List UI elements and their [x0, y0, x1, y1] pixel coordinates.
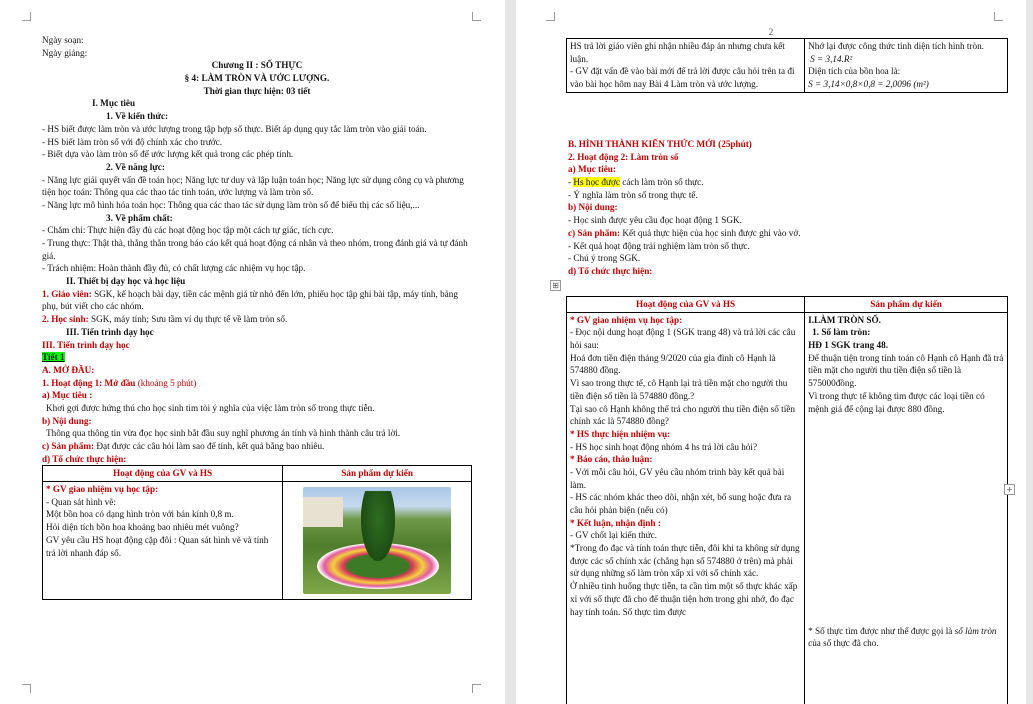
formula-note: Nhớ lại được công thức tính diện tích hình tròn. [808, 41, 984, 51]
activity-ref: HĐ 1 SGK trang 48. [808, 340, 889, 351]
product-line [42, 440, 472, 453]
organize-label: d) Tổ chức thực hiện: [42, 453, 127, 464]
quality-2: - Trung thực: Thật thà, thẳng thắn trong báo cáo kết quả hoạt động cá nhân và theo nhóm, trong đánh giá và tự đánh giá. [42, 238, 468, 261]
continued-line: HS trả lời giáo viên ghi nhận nhiều đáp án nhưng chưa kết luận. [570, 41, 785, 64]
table-cell-activity [43, 482, 283, 600]
objective-text: Khơi gợi được hứng thú cho học sinh tìm tòi ý nghĩa của việc làm tròn số trong thực tiễn. [46, 402, 375, 413]
step-line: Tại sao cô Hạnh không thể trả cho người thu tiền điện số tiền chính xác là 574880 đồng? [570, 403, 795, 427]
period-1: Tiết 1 [42, 352, 65, 363]
section-objectives: I. Mục tiêu [92, 98, 136, 109]
step-line: - HS các nhóm khác theo dõi, nhận xét, bổ sung hoặc đưa ra câu hỏi phản biện (nếu có) [570, 492, 792, 515]
quality-3: - Trách nhiệm: Hoàn thành đầy đủ, có chất lượng các nhiệm vụ học tập. [42, 263, 306, 274]
student-text: SGK, máy tính; Sưu tầm ví dụ thực tế về làm tròn số. [88, 314, 288, 325]
section-quality: 3. Về phẩm chất: [106, 212, 173, 223]
knowledge-3: - Biết dựa vào làm tròn số để ước lượng kết quả trong các phép tính. [42, 149, 294, 160]
content-text: Thông qua thông tin vừa đọc học sinh bắt đầu suy nghĩ phương án tính và hình thành câu trả lời. [46, 428, 401, 439]
continued-product-cell [805, 39, 1008, 93]
date-prepared: Ngày soạn: [42, 35, 84, 45]
table-move-handle[interactable]: ⊞ [550, 280, 561, 291]
content-2-line: - Học sinh được yêu cầu đọc hoạt động 1 SGK. [568, 215, 742, 226]
flower-bed-photo [303, 487, 451, 594]
part-a: A. MỞ ĐẦU: [42, 364, 95, 375]
content-label: b) Nội dung: [42, 415, 92, 426]
definition-term: số làm tròn [954, 625, 997, 636]
knowledge-1: - HS biết được làm tròn và ước lượng trong tập hợp số thực. Biết áp dụng quy tắc làm tròn vào giải toán. [42, 123, 427, 134]
task-line: Một bồn hoa có dạng hình tròn với bán kính 0,8 m. [46, 509, 234, 520]
section-process-red: III. Tiến trình dạy học [42, 339, 130, 350]
step-heading: * Báo cáo, thảo luận: [570, 454, 653, 465]
step-line: Ở nhiều tình huống thực tiễn, ta cần tìm một số thực khác xấp xỉ với số thực đã cho để thuận tiện hơn trong ghi nhớ, đo đạc hay tính toán. Số thực tìm được [570, 581, 798, 617]
objective-2-line: - Ý nghĩa làm tròn số trong thực tế. [568, 189, 698, 200]
table-cell-product [283, 482, 472, 600]
activity-1 [42, 377, 472, 390]
product-text: Đạt được các câu hỏi làm sao để tính, kết quả bằng bao nhiêu. [94, 441, 325, 451]
product-2-line: - Kết quả hoạt động trải nghiệm làm tròn số thực. [568, 240, 750, 251]
rounded-number-heading: 1. Số làm tròn: [812, 327, 871, 338]
definition-pre: * Số thực tìm được như thế được gọi là [808, 625, 955, 636]
table-header-activity: Hoạt động của GV và HS [567, 297, 805, 313]
document-page-1 [0, 0, 505, 704]
knowledge-2: - HS biết làm tròn số với độ chính xác cho trước. [42, 136, 223, 147]
activity-steps [570, 314, 801, 619]
page-2-body[interactable] [568, 138, 1008, 278]
lesson-title: § 4: LÀM TRÒN VÀ ƯỚC LƯỢNG. [184, 73, 330, 84]
activity-1-table [42, 465, 472, 600]
continued-table [566, 38, 1008, 93]
activity-1-time: (khoảng 5 phút) [135, 377, 197, 388]
product-explanation: Để thuận tiện trong tính toán cô Hạnh cô Hạnh đã trả tiền mặt cho người thu tiền điện số tiền là 575000đồng. [808, 352, 1004, 389]
section-knowledge: 1. Về kiến thức: [106, 111, 168, 122]
rounding-heading: I.LÀM TRÒN SỐ. [808, 314, 881, 325]
step-line: - Đọc nội dung hoạt động 1 (SGK trang 48) và trả lời các câu hỏi sau: [570, 327, 796, 351]
objective-label: a) Mục tiêu : [42, 390, 93, 401]
step-line: - Với mỗi câu hỏi, GV yêu cầu nhóm trình bày kết quả bài làm. [570, 466, 785, 490]
teacher-label: 1. Giáo viên: [42, 288, 92, 299]
student-equipment [42, 313, 472, 326]
part-b: B. HÌNH THÀNH KIẾN THỨC MỚI (25phút) [568, 139, 752, 149]
date-taught: Ngày giảng: [42, 47, 88, 58]
continued-line: - GV đặt vấn đề vào bài mới để trả lời được câu hỏi trên ta đi vào bài học hôm nay Bài 4 Làm tròn và ước lượng. [570, 66, 795, 90]
step-heading: * HS thực hiện nhiệm vụ: [570, 428, 671, 439]
crop-mark [22, 12, 31, 21]
task-line: - Quan sát hình vẽ: [46, 496, 116, 507]
objective-2-line: - Hs học được cách làm tròn số thực. [568, 177, 704, 188]
table-cell-product [805, 312, 1008, 704]
section-process: III. Tiến trình dạy học [66, 326, 154, 337]
objective-label-2: a) Mục tiêu: [568, 164, 616, 175]
product-2-text: Kết quả thực hiện của học sinh được ghi vào vở. [620, 227, 801, 238]
crop-mark [472, 12, 481, 21]
photo-house [303, 497, 343, 527]
teacher-text: SGK, kế hoạch bài dạy, tiền các mệnh giá từ nhỏ đến lớn, phiếu học tập ghi bài tập, máy tính, bảng phụ, bút viết cho các nhóm. [42, 288, 458, 312]
chapter-title: Chương II : SỐ THỰC [211, 60, 303, 71]
period-label [42, 351, 472, 364]
section-equipment: II. Thiết bị dạy học và học liệu [66, 276, 186, 287]
table-header-activity: Hoạt động của GV và HS [43, 466, 283, 482]
teacher-equipment [42, 288, 472, 313]
product-label: c) Sản phẩm: [42, 441, 95, 451]
quality-1: - Chăm chỉ: Thực hiện đầy đủ các hoạt động học tập một cách tự giác, tích cực. [42, 225, 334, 236]
product-reason: Vì trong thực tế không tìm được các loại tiền có mệnh giá để cộng lại được 880 đồng. [808, 390, 985, 414]
crop-mark [472, 684, 481, 693]
task-heading: * GV giao nhiệm vụ học tập: [46, 484, 159, 495]
table-cell-activity [567, 312, 805, 704]
section-competence: 2. Về năng lực: [106, 161, 165, 172]
crop-mark [546, 12, 555, 21]
page-1-body[interactable] [42, 34, 472, 600]
step-line: - GV chốt lại kiến thức. [570, 530, 657, 541]
task-line: GV yêu cầu HS hoạt động cặp đôi : Quan sát hình vẽ và tính trả lời nhanh đáp số. [46, 534, 269, 558]
task-line: Hỏi diện tích bồn hoa khoảng bao nhiêu mét vuông? [46, 522, 239, 533]
continued-activity-cell [567, 39, 805, 93]
crop-mark [994, 12, 1003, 21]
crop-mark [22, 684, 31, 693]
document-page-2 [516, 0, 1026, 704]
lesson-time: Thời gian thực hiện: 03 tiết [203, 85, 311, 96]
content-label-2: b) Nội dung: [568, 202, 618, 213]
activity-2-table [566, 296, 1008, 704]
definition-post: của số thực đã cho. [808, 638, 879, 649]
table-header-product: Sản phẩm dự kiến [283, 466, 472, 482]
add-column-handle[interactable]: + [1004, 484, 1015, 495]
organize-label-2: d) Tổ chức thực hiện: [568, 265, 653, 276]
student-label: 2. Học sinh: [42, 314, 89, 325]
highlighted-text: Hs học được [573, 177, 620, 188]
area-label: Diện tích của bồn hoa là: [808, 66, 901, 77]
step-heading: * GV giao nhiệm vụ học tập: [570, 314, 683, 325]
circle-area-formula: S = 3,14.R² [810, 53, 853, 64]
photo-tree [361, 491, 395, 561]
step-line: - HS học sinh hoạt động nhóm 4 hs trả lời câu hỏi? [570, 441, 758, 452]
competence-1: - Năng lực giải quyết vấn đề toán học; Năng lực tư duy và lập luận toán học; Năng lực sử dụng công cụ và phương tiện học toán: Thông qua các thao tác tính toán, ước lượng và làm tròn số. [42, 174, 464, 198]
activity-1-title: 1. Hoạt động 1: Mở đầu [42, 377, 136, 388]
step-line: Vì sao trong thực tế, cô Hạnh lại trả tiền mặt cho người thu tiền điện số tiền là 574880 đồng.? [570, 378, 788, 401]
step-line: Hoá đơn tiền điện tháng 9/2020 của gia đình cô Hạnh là 574880 đồng. [570, 352, 776, 376]
area-result: S = 3,14×0,8×0,8 = 2,0096 (m²) [808, 79, 929, 90]
activity-2: 2. Hoạt động 2: Làm tròn số [568, 151, 679, 162]
objective-2-text: cách làm tròn số thực. [619, 177, 704, 188]
product-2-line [568, 227, 1008, 240]
step-heading: * Kết luận, nhận định : [570, 517, 661, 528]
definition-note [808, 625, 1004, 650]
competence-2: - Năng lực mô hình hóa toán học: Thông qua các thao tác sử dụng làm tròn số để biểu thị các số liệu,... [42, 199, 420, 210]
table-header-product: Sản phẩm dự kiến [805, 297, 1008, 313]
page-number: 2 [768, 27, 774, 37]
step-line: *Trong đo đạc và tính toán thực tiễn, đôi khi ta không sử dụng được các số chính xác (chẳng hạn số 574880 ở trên) mà phải sử dụng những số làm tròn xấp xỉ với số chính xác. [570, 543, 800, 579]
product-2-line: - Chú ý trong SGK. [568, 253, 641, 264]
product-label-2: c) Sản phẩm: [568, 227, 621, 238]
